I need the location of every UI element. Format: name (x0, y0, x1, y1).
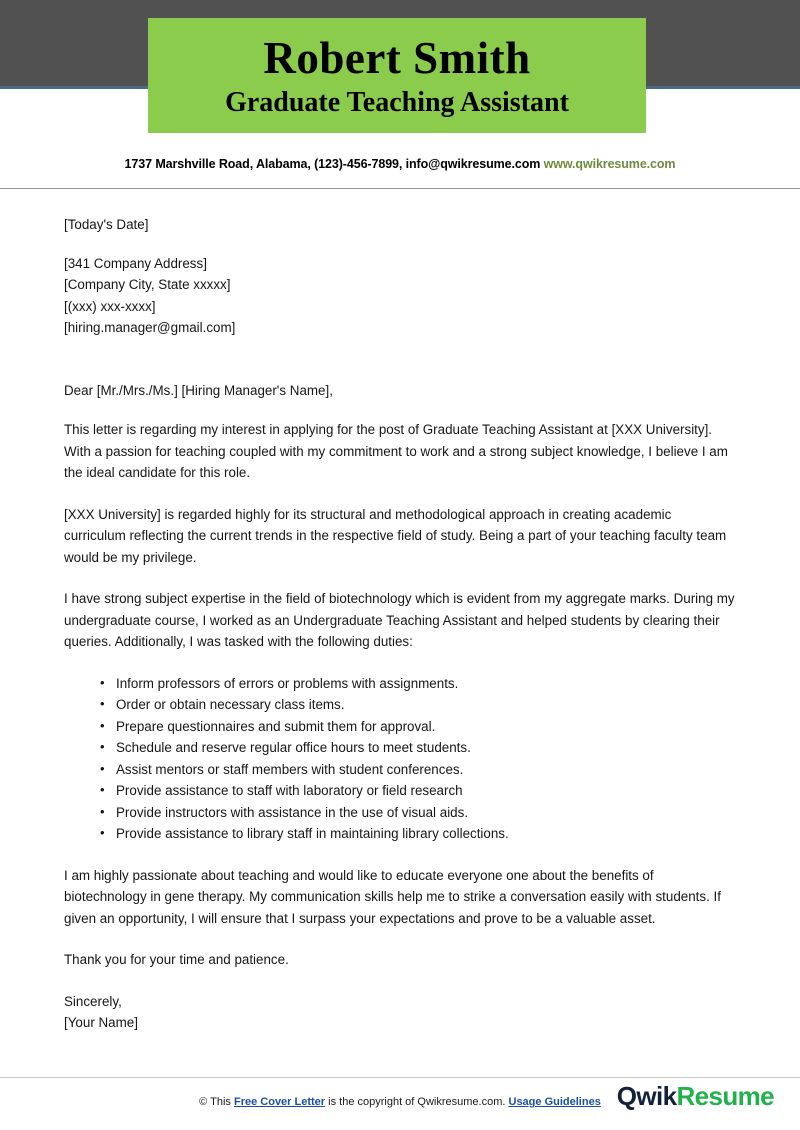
qwikresume-logo[interactable] (617, 1081, 774, 1112)
logo-text-resume: Resume (676, 1081, 774, 1111)
paragraph-1: This letter is regarding my interest in applying for the post of Graduate Teaching Assistant at [XXX University]. With a passion for teaching coupled with my commitment to work and a strong subject knowledge, I believe I am the ideal candidate for this role. (64, 422, 728, 480)
closing-line: Sincerely, (64, 993, 122, 1009)
list-item: • Order or obtain necessary class items. (116, 694, 736, 716)
list-item: • Provide assistance to library staff in maintaining library collections. (116, 823, 736, 845)
usage-guidelines-link[interactable]: Usage Guidelines (508, 1096, 601, 1108)
address-line: [(xxx) xxx-xxxx] (64, 298, 156, 314)
footer-divider (0, 1077, 800, 1078)
address-line: [341 Company Address] (64, 255, 207, 271)
list-item: • Schedule and reserve regular office hours to meet students. (116, 737, 736, 759)
address-line: [hiring.manager@gmail.com] (64, 320, 236, 335)
paragraph-2: [XXX University] is regarded highly for its structural and methodological approach in creating academic curriculum reflecting the current trends in the respective field of study. Being a part of your teaching faculty team would be my privilege. (64, 506, 727, 565)
credit-prefix: This (210, 1096, 231, 1108)
name-title-box (148, 18, 646, 133)
signature-placeholder: [Your Name] (64, 1015, 138, 1030)
header-divider (0, 188, 800, 189)
paragraph-4: I am highly passionate about teaching and would like to educate everyone one about the benefits of biotechnology in gene therapy. My communication skills help me to strike a conversation easily with students. If given an opportunity, I will ensure that I surpass your expectations and prove to be a valuable asset. (64, 867, 721, 926)
paragraph-3: I have strong subject expertise in the field of biotechnology which is evident from my aggregate marks. During my undergraduate course, I worked as an Undergraduate Teaching Assistant and helped students by clearing their queries. Additionally, I was tasked with the following duties: (64, 591, 735, 649)
logo-text-qwik: Qwik (616, 1081, 677, 1111)
candidate-name: Robert Smith (263, 32, 531, 83)
address-line: [Company City, State xxxxx] (64, 277, 231, 292)
credit-middle: is the copyright of Qwikresume.com. (328, 1096, 506, 1108)
letter-body (64, 214, 736, 1034)
list-item: • Assist mentors or staff members with student conferences. (116, 759, 736, 781)
salutation: Dear [Mr./Mrs./Ms.] [Hiring Manager's Name], (64, 382, 333, 398)
list-item: • Inform professors of errors or problems with assignments. (116, 673, 736, 695)
contact-details: 1737 Marshville Road, Alabama, (123)-456-7899, info@qwikresume.com (124, 157, 541, 171)
list-item: • Prepare questionnaires and submit them for approval. (116, 716, 736, 738)
recipient-address-block (64, 253, 736, 339)
list-item: • Provide assistance to staff with laboratory or field research (116, 780, 736, 802)
free-cover-letter-link[interactable]: Free Cover Letter (233, 1096, 326, 1108)
duties-list (64, 673, 736, 845)
list-item: • Provide instructors with assistance in the use of visual aids. (116, 802, 736, 824)
job-title: Graduate Teaching Assistant (225, 86, 569, 118)
date-placeholder: [Today's Date] (64, 217, 149, 232)
thank-you-line: Thank you for your time and patience. (64, 952, 289, 967)
contact-line (0, 157, 800, 171)
website-link[interactable]: www.qwikresume.com (543, 157, 676, 171)
copyright-icon: © (199, 1096, 208, 1108)
